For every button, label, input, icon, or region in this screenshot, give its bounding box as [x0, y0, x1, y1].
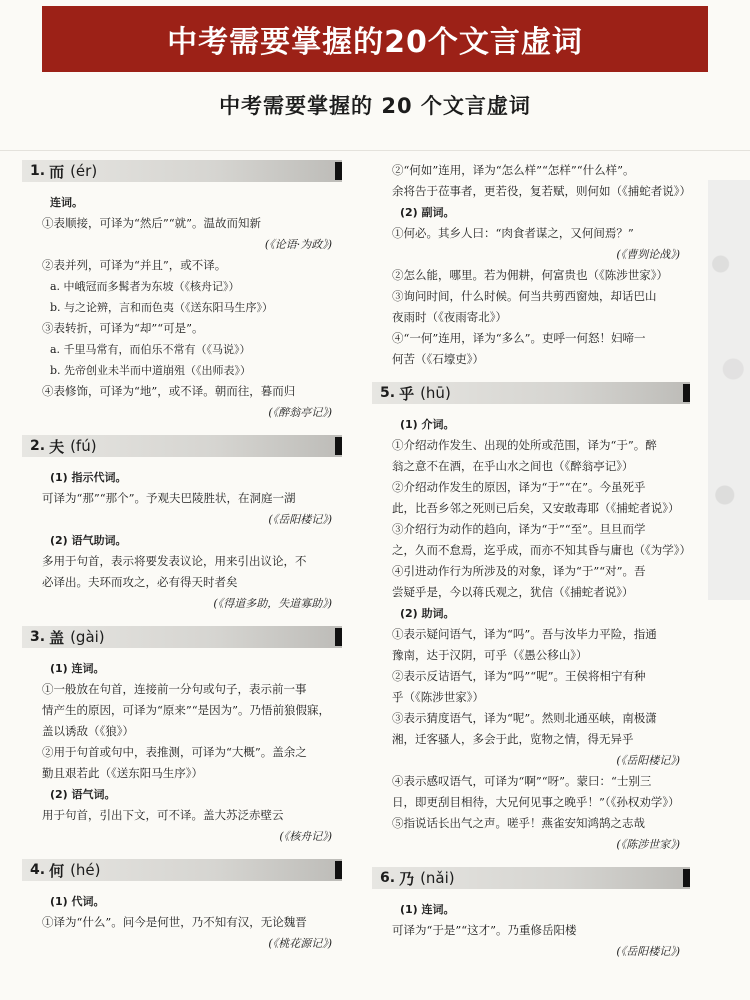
source-citation: (《曹刿论战》) [616, 248, 680, 261]
left-column [22, 160, 342, 966]
text-line: 夜雨时（《夜雨寄北》） [392, 310, 507, 324]
subheading: (2) 副词。 [400, 206, 455, 219]
text-line: b. 先帝创业未半而中道崩殂（《出师表》） [50, 364, 252, 377]
text-line: ①介绍动作发生、出现的处所或范围，译为“于”。醉 [392, 438, 657, 452]
text-line: 盖以诱敌（《狼》） [42, 724, 134, 738]
entry-pinyin: (hé) [70, 861, 101, 879]
subheading: 连词。 [50, 196, 83, 209]
entry-character: 乎 [399, 384, 415, 403]
source-citation: (《论语·为政》) [264, 238, 332, 251]
header-marker [683, 384, 690, 402]
entry-pinyin: (ér) [70, 162, 98, 180]
entry-pinyin: (gài) [70, 628, 105, 646]
entry-pinyin: (nǎi) [420, 869, 455, 887]
text-line: ③表示猜度语气，译为“呢”。然则北通巫峡，南极潇 [392, 711, 657, 725]
subheading: (2) 语气助词。 [50, 534, 127, 547]
entry-number: 4. [30, 862, 46, 878]
text-line: ③介绍行为动作的趋向，译为“于”“至”。旦旦而学 [392, 522, 646, 536]
header-marker [335, 162, 342, 180]
text-line: 之，久而不怠焉，迄乎成，而亦不知其昏与庸也（《为学》） [392, 543, 691, 557]
ornament-decoration [708, 180, 750, 600]
entry-pinyin: (hū) [420, 384, 451, 402]
entry-section [22, 435, 342, 614]
text-line: a. 中峨冠而多髯者为东坡（《核舟记》） [50, 280, 240, 293]
source-citation: (《岳阳楼记》) [616, 754, 680, 767]
subheading: (1) 代词。 [50, 895, 105, 908]
text-line: ①一般放在句首，连接前一分句或句子，表示前一事 [42, 682, 307, 696]
text-line: 湘，迁客骚人，多会于此，览物之情，得无异乎 [392, 732, 634, 746]
source-citation: (《核舟记》) [279, 830, 332, 843]
text-line: 何苦（《石壕吏》） [392, 352, 484, 366]
entry-section [22, 626, 342, 847]
entry-header [22, 626, 342, 648]
text-line: 日，即更刮目相待，大兄何见事之晚乎！”（《孙权劝学》） [392, 795, 680, 809]
text-line: 乎（《陈涉世家》） [392, 690, 484, 704]
entry-pinyin: (fú) [70, 437, 97, 455]
text-line: b. 与之论辨，言和而色夷（《送东阳马生序》） [50, 301, 274, 314]
subheading: (1) 连词。 [50, 662, 105, 675]
source-citation: (《岳阳楼记》) [268, 513, 332, 526]
text-line: ①表顺接，可译为“然后”“就”。温故而知新 [42, 216, 262, 230]
source-citation: (《桃花源记》) [268, 937, 332, 950]
text-line: 必译出。夫环而攻之，必有得天时者矣 [42, 575, 238, 589]
text-line: ④“一何”连用，译为“多么”。吏呼一何怒！妇啼一 [392, 331, 646, 345]
text-line: 余将告于莅事者，更若役，复若赋，则何如（《捕蛇者说》） [392, 184, 691, 198]
entry-header [22, 160, 342, 182]
text-line: 可译为“那”“那个”。予观夫巴陵胜状，在洞庭一湖 [42, 491, 296, 505]
text-line: ④引进动作行为所涉及的对象，译为“于”“对”。吾 [392, 564, 646, 578]
text-line: 尝疑乎是，今以蒋氏观之，犹信（《捕蛇者说》） [392, 585, 634, 599]
source-citation: (《陈涉世家》) [616, 838, 680, 851]
divider [0, 150, 750, 151]
entry-number: 5. [380, 385, 396, 401]
header-marker [335, 861, 342, 879]
text-line: 翁之意不在酒，在乎山水之间也（《醉翁亭记》） [392, 459, 634, 473]
text-line: 豫南，达于汉阴，可乎（《愚公移山》） [392, 648, 588, 662]
text-line: ③询问时间，什么时候。何当共剪西窗烛，却话巴山 [392, 289, 657, 303]
entry-number: 6. [380, 870, 396, 886]
entry-character: 盖 [49, 628, 65, 647]
entry-section [22, 160, 342, 423]
text-line: ②用于句首或句中，表推测，可译为“大概”。盖余之 [42, 745, 307, 759]
subheading: (1) 指示代词。 [50, 471, 127, 484]
text-line: ④表修饰，可译为“地”，或不译。朝而往，暮而归 [42, 384, 296, 398]
entry-header [22, 859, 342, 881]
entry-header [22, 435, 342, 457]
entry-section [22, 859, 342, 954]
entry-number: 3. [30, 629, 46, 645]
entry-character: 夫 [49, 437, 65, 456]
text-line: 可译为“于是”“这才”。乃重修岳阳楼 [392, 923, 577, 937]
entry-number: 1. [30, 163, 46, 179]
entry-section [372, 867, 690, 962]
right-column [372, 160, 690, 974]
source-citation: (《醉翁亭记》) [268, 406, 332, 419]
entry-character: 而 [49, 162, 65, 181]
text-line: 多用于句首，表示将要发表议论，用来引出议论，不 [42, 554, 307, 568]
text-line: ②怎么能，哪里。若为佣耕，何富贵也（《陈涉世家》） [392, 268, 668, 282]
entry-header [372, 382, 690, 404]
text-line: 此，比吾乡邻之死则已后矣，又安敢毒耶（《捕蛇者说》） [392, 501, 680, 515]
banner-title: 中考需要掌握的20个文言虚词 [167, 25, 583, 60]
text-line: 勤且艰若此（《送东阳马生序》） [42, 766, 203, 780]
entry-section [372, 160, 690, 370]
text-line: ③表转折，可译为“却”“可是”。 [42, 321, 204, 335]
text-line: ②“何如”连用，译为“怎么样”“怎样”“什么样”。 [392, 163, 635, 177]
text-line: ①表示疑问语气，译为“吗”。吾与汝毕力平险，指通 [392, 627, 657, 641]
text-line: 用于句首，引出下文，可不译。盖大苏泛赤壁云 [42, 808, 284, 822]
text-line: ⑤指说话长出气之声。嗟乎！燕雀安知鸿鹄之志哉 [392, 816, 645, 830]
text-line: ②表示反诘语气，译为“吗”“呢”。王侯将相宁有种 [392, 669, 646, 683]
entry-section [372, 382, 690, 855]
entry-number: 2. [30, 438, 46, 454]
subheading: (1) 介词。 [400, 418, 455, 431]
text-line: ④表示感叹语气，可译为“啊”“呀”。蒙曰：“士别三 [392, 774, 652, 788]
source-citation: (《岳阳楼记》) [616, 945, 680, 958]
subheading: (2) 助词。 [400, 607, 455, 620]
text-line: ②介绍动作发生的原因，译为“于”“在”。今虽死乎 [392, 480, 646, 494]
subheading: (2) 语气词。 [50, 788, 116, 801]
page-title: 中考需要掌握的 20 个文言虚词 [219, 94, 531, 118]
header-marker [335, 628, 342, 646]
entry-character: 何 [49, 861, 65, 880]
text-line: ①译为“什么”。问今是何世，乃不知有汉，无论魏晋 [42, 915, 307, 929]
subheading: (1) 连词。 [400, 903, 455, 916]
text-line: 情产生的原因，可译为“原来”“是因为”。乃悟前狼假寐， [42, 703, 331, 717]
entry-header [372, 867, 690, 889]
text-line: a. 千里马常有，而伯乐不常有（《马说》） [50, 343, 251, 356]
header-marker [335, 437, 342, 455]
entry-character: 乃 [399, 869, 415, 888]
header-marker [683, 869, 690, 887]
text-line: ②表并列，可译为“并且”，或不译。 [42, 258, 227, 272]
source-citation: (《得道多助，失道寡助》) [213, 597, 332, 610]
banner [42, 6, 708, 72]
text-line: ①何必。其乡人曰：“肉食者谋之，又何间焉？” [392, 226, 634, 240]
